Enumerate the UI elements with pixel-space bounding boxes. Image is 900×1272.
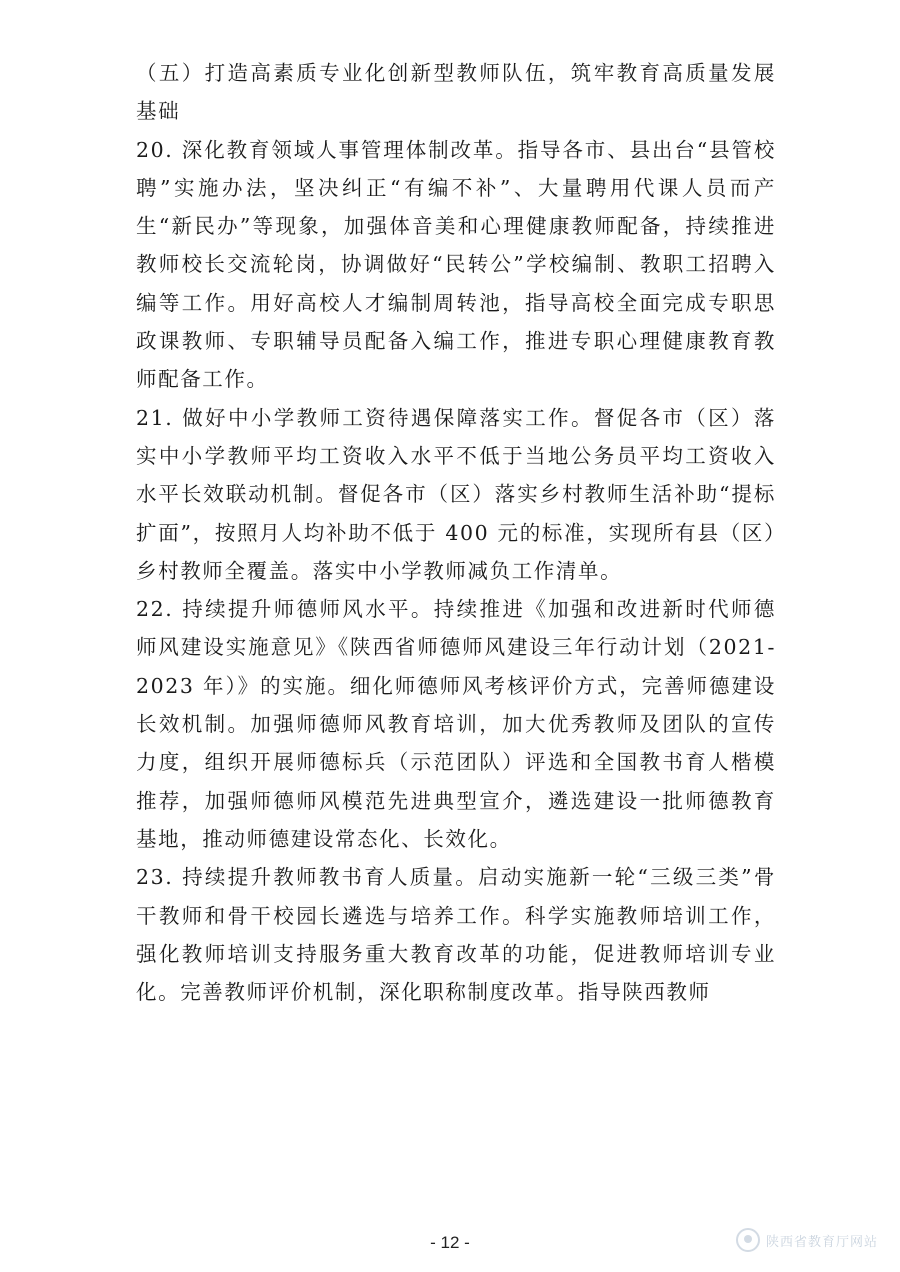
paragraph-21: 21. 做好中小学教师工资待遇保障落实工作。督促各市（区）落实中小学教师平均工资收入水平不低于当地公务员平均工资收入水平长效联动机制。督促各市（区）落实乡村教师生活补助“提标扩面”，按照月人均补助不低于 400 元的标准，实现所有县（区）乡村教师全覆盖。落实中小学教师减负工作清单。: [136, 405, 776, 583]
paragraph-20: 20. 深化教育领域人事管理体制改革。指导各市、县出台“县管校聘”实施办法，坚决纠正“有编不补”、大量聘用代课人员而产生“新民办”等现象，加强体音美和心理健康教师配备，持续推进教师校长交流轮岗，协调做好“民转公”学校编制、教职工招聘入编等工作。用好高校人才编制周转池，指导高校全面完成专职思政课教师、专职辅导员配备入编工作，推进专职心理健康教育教师配备工作。: [136, 137, 776, 392]
document-body: [136, 54, 776, 1011]
paragraph-23: 23. 持续提升教师教书育人质量。启动实施新一轮“三级三类”骨干教师和骨干校园长遴选与培养工作。科学实施教师培训工作，强化教师培训支持服务重大教育改革的功能，促进教师培训专业化。完善教师评价机制，深化职称制度改革。指导陕西教师: [136, 865, 776, 1005]
watermark: [736, 1228, 878, 1252]
page-number: - 12 -: [430, 1233, 470, 1252]
site-logo-icon: [736, 1228, 760, 1252]
section-heading: （五）打造高素质专业化创新型教师队伍，筑牢教育高质量发展基础: [136, 61, 776, 124]
paragraph-22: 22. 持续提升师德师风水平。持续推进《加强和改进新时代师德师风建设实施意见》《陕西省师德师风建设三年行动计划（2021-2023 年）》的实施。细化师德师风考核评价方式，完善师德建设长效机制。加强师德师风教育培训，加大优秀教师及团队的宣传力度，组织开展师德标兵（示范团队）评选和全国教书育人楷模推荐，加强师德师风模范先进典型宣介，遴选建设一批师德教育基地，推动师德建设常态化、长效化。: [136, 597, 776, 851]
watermark-text: 陕西省教育厅网站: [765, 1234, 878, 1250]
